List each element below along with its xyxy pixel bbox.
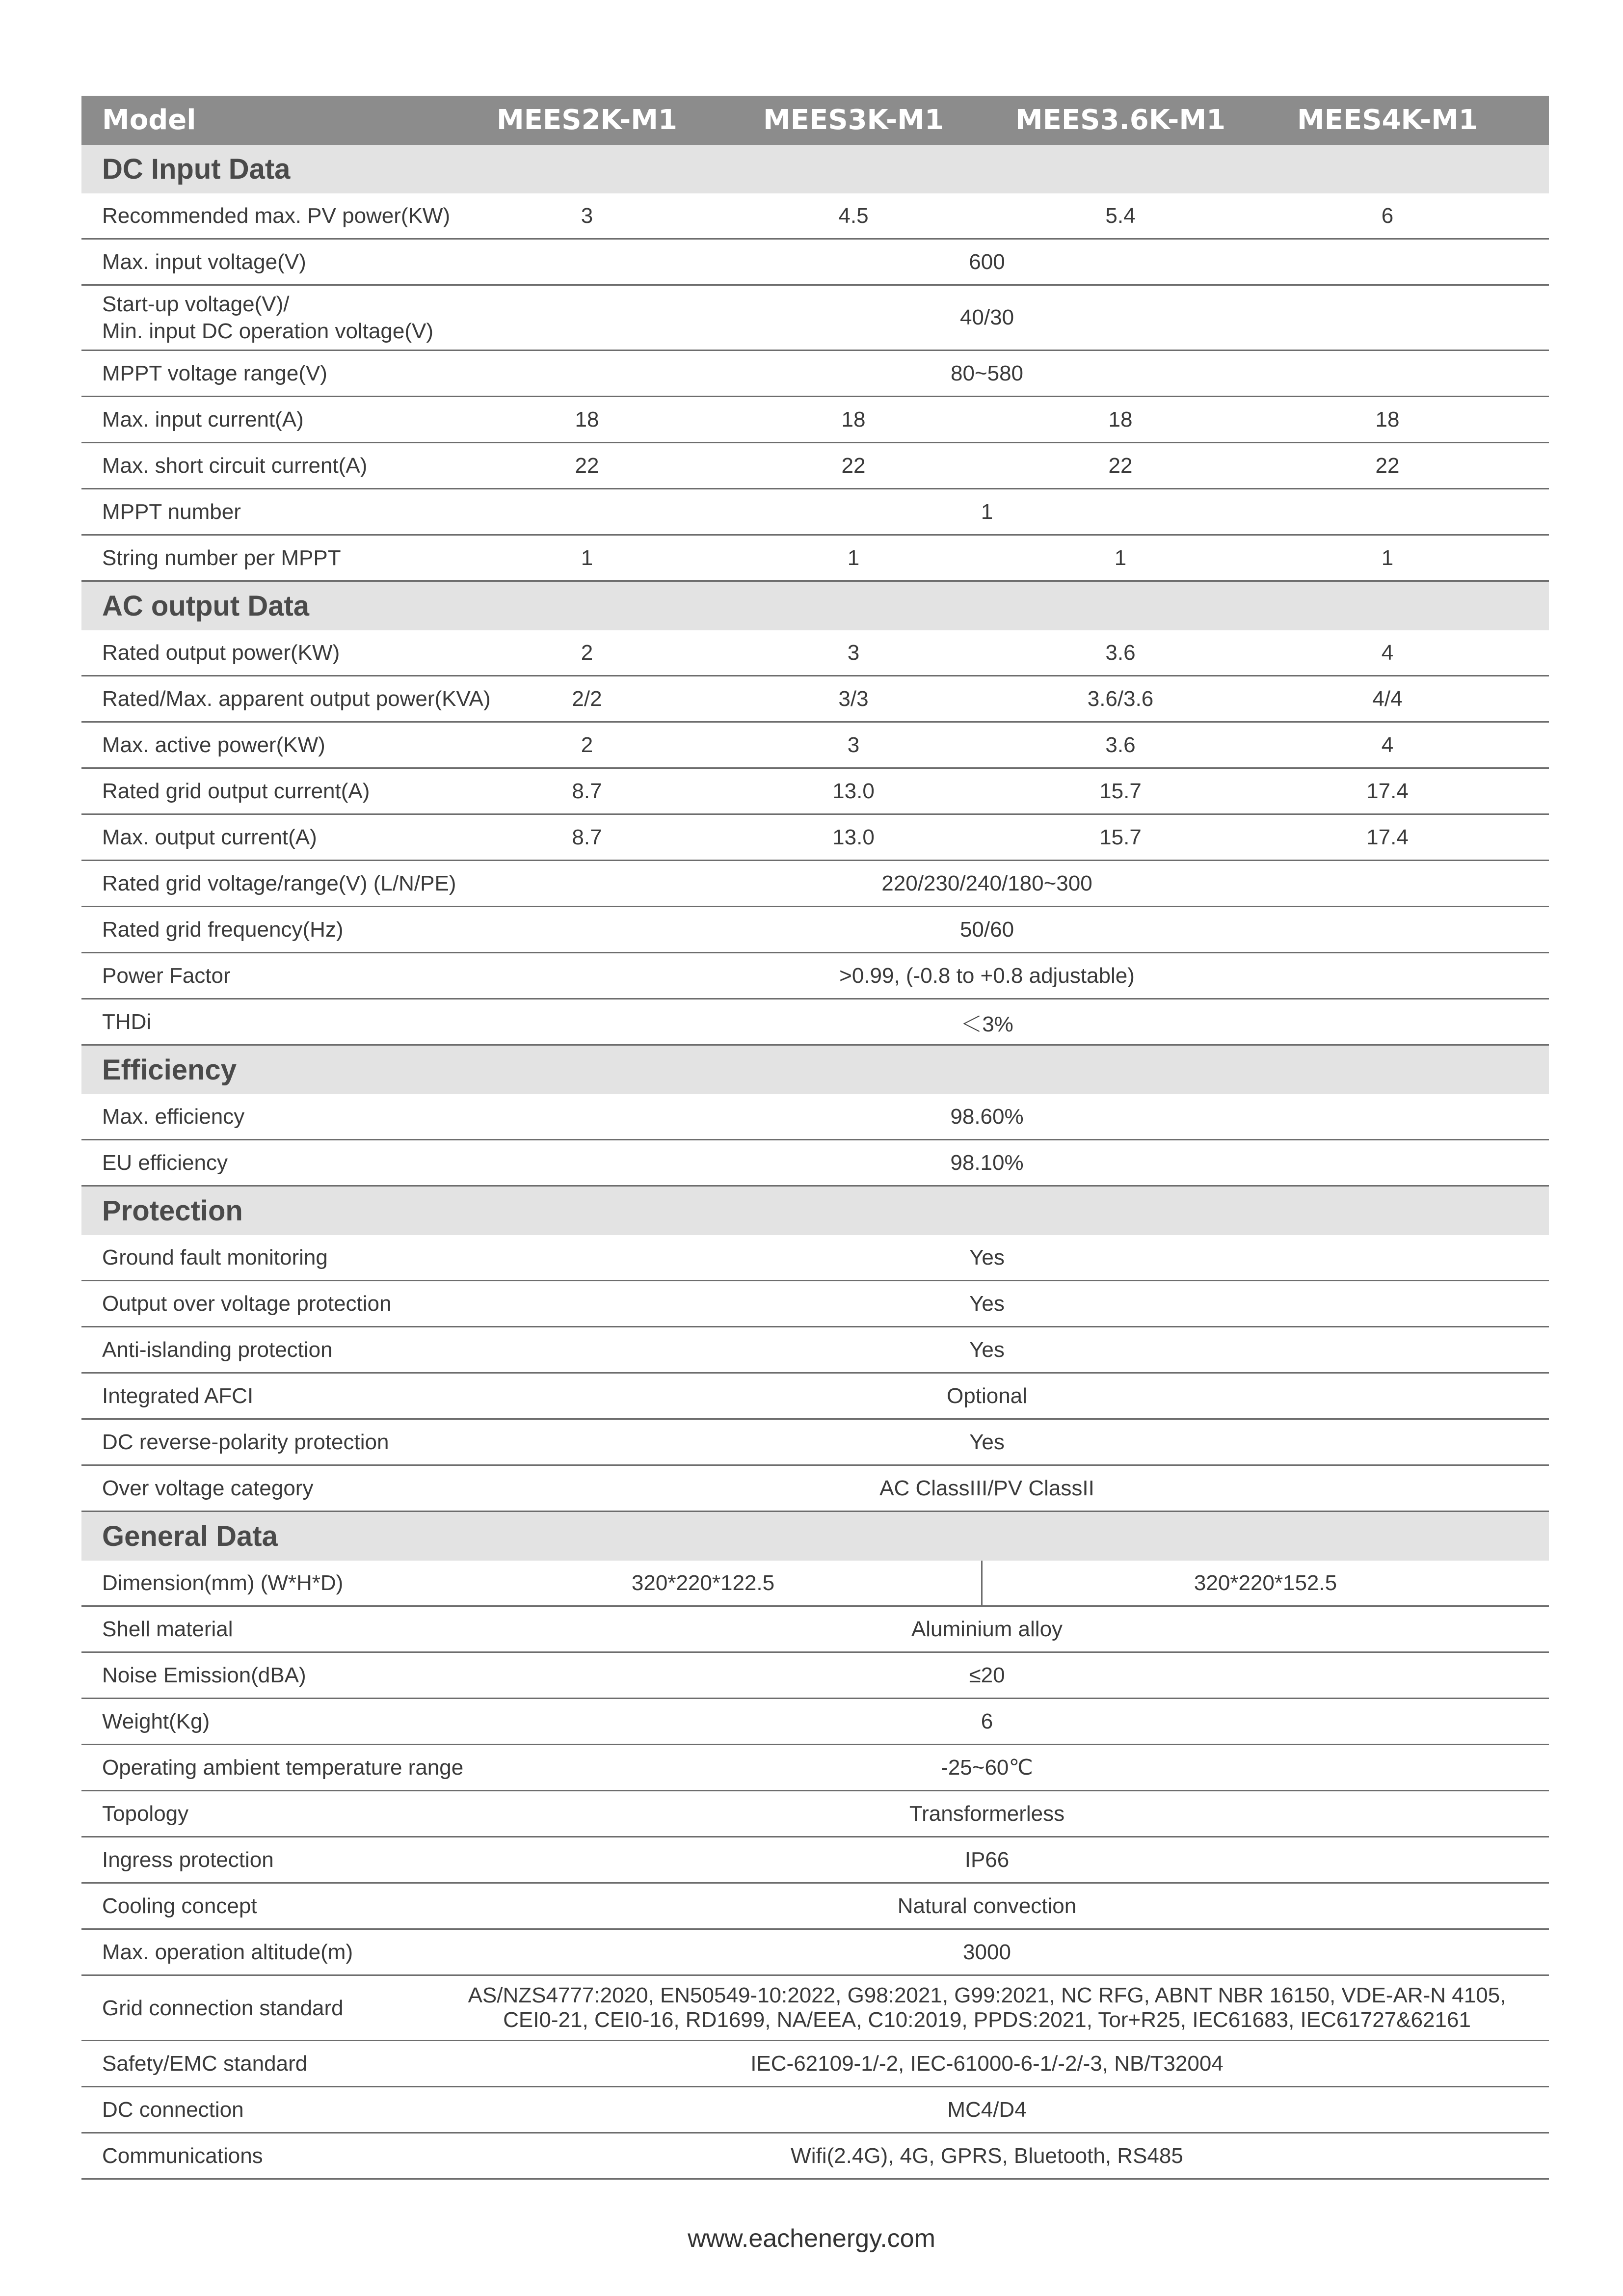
cell-value: Optional [947,1383,1027,1408]
row-label: Rated grid frequency(Hz) [102,918,344,942]
cell-value: AC ClassIII/PV ClassII [879,1476,1094,1500]
cell-value: 22 [1108,453,1133,478]
table-row [81,999,1549,1046]
table-row [81,723,1549,769]
model-name-4k: MEES4K-M1 [1297,104,1478,136]
table-row [81,861,1549,907]
cell-value: 1 [981,499,993,524]
row-label: Rated output power(KW) [102,641,340,665]
row-label: Communications [102,2144,263,2168]
table-row [81,815,1549,861]
cell-value: 18 [575,407,599,432]
row-label [102,286,433,350]
row-label: DC connection [102,2098,244,2122]
cell-value: Aluminium alloy [911,1617,1063,1641]
table-row [81,1653,1549,1699]
table-row [81,351,1549,397]
cell-value: 13.0 [832,779,875,803]
row-label: EU efficiency [102,1151,228,1175]
cell-value: ≤20 [969,1663,1005,1687]
cell-value: 320*220*152.5 [1194,1570,1337,1595]
row-label: Cooling concept [102,1894,257,1918]
table-row [81,193,1549,240]
table-row [81,1745,1549,1791]
cell-value: MC4/D4 [947,2097,1027,2122]
table-row [81,1837,1549,1884]
table-row [81,489,1549,536]
row-label: Ingress protection [102,1848,274,1872]
cell-value: 1 [1114,545,1127,570]
row-label: Recommended max. PV power(KW) [102,204,451,228]
section-title: DC Input Data [102,153,291,185]
row-label: Max. short circuit current(A) [102,454,368,478]
table-row [81,2087,1549,2134]
cell-value: 50/60 [959,917,1014,942]
row-label: Safety/EMC standard [102,2052,308,2076]
table-row [81,2041,1549,2087]
cell-value: 3.6 [1105,640,1136,665]
cell-value: 18 [1108,407,1133,432]
cell-value: 17.4 [1366,779,1409,803]
cell-value: 22 [575,453,599,478]
cell-value: IP66 [964,1847,1010,1872]
row-label: Grid connection standard [102,1996,344,2020]
table-row [81,1976,1549,2041]
row-label: Operating ambient temperature range [102,1756,464,1780]
cell-value: 13.0 [832,825,875,849]
cell-value: ＜3% [960,1012,1013,1036]
table-row [81,286,1549,351]
spec-table [81,96,1549,2180]
standards-line-1: AS/NZS4777:2020, EN50549-10:2022, G98:2021, G99:2021, NC RFG, ABNT NBR 16150, VDE-AR-N 4105, [468,1983,1506,2007]
cell-value: 1 [847,545,860,570]
row-label: Rated grid output current(A) [102,779,370,803]
row-label: Dimension(mm) (W*H*D) [102,1571,344,1595]
section-title: General Data [102,1520,278,1552]
row-label-line-1: Start-up voltage(V)/ [102,292,290,316]
cell-value: 1 [1381,545,1394,570]
table-row [81,1699,1549,1745]
cell-value: 18 [1375,407,1400,432]
cell-value: 17.4 [1366,825,1409,849]
cell-value: 15.7 [1099,779,1142,803]
cell-value: 5.4 [1105,203,1136,228]
table-row [81,536,1549,582]
cell-value: 600 [969,249,1005,274]
section-efficiency [81,1046,1549,1094]
table-row [81,1607,1549,1653]
cell-value: Yes [969,1245,1005,1270]
cell-value: 98.10% [950,1150,1024,1175]
cell-value: 3 [581,203,593,228]
row-label: String number per MPPT [102,546,341,570]
cell-value: Yes [969,1337,1005,1362]
row-label: THDi [102,1010,152,1034]
cell-value: 1 [581,545,593,570]
model-name-3-6k: MEES3.6K-M1 [1015,104,1226,136]
cell-value: 4/4 [1372,686,1403,711]
cell-value: 22 [841,453,866,478]
table-row [81,1791,1549,1837]
row-label: Topology [102,1802,189,1826]
section-protection [81,1187,1549,1235]
row-label: Max. active power(KW) [102,733,325,757]
table-row [81,1235,1549,1281]
row-label: Weight(Kg) [102,1709,210,1733]
cell-value: 220/230/240/180~300 [881,871,1092,895]
row-label: Noise Emission(dBA) [102,1663,306,1687]
cell-value: 3000 [963,1940,1011,1964]
row-label-line-2: Min. input DC operation voltage(V) [102,319,433,343]
row-label: Max. efficiency [102,1105,245,1129]
row-label: Max. input current(A) [102,407,304,432]
table-row [81,1094,1549,1140]
cell-value: 80~580 [950,361,1024,385]
cell-value: 40/30 [959,305,1014,329]
cell-value: 8.7 [572,779,602,803]
cell-value [425,1976,1549,2040]
row-label: MPPT number [102,500,241,524]
table-row [81,907,1549,953]
cell-value: 18 [841,407,866,432]
cell-value: 2 [581,732,593,757]
row-label: Max. operation altitude(m) [102,1940,353,1964]
section-ac-output [81,582,1549,630]
table-row [81,1420,1549,1466]
row-label: Over voltage category [102,1476,314,1500]
footer-website[interactable]: www.eachenergy.com [688,2224,935,2253]
section-general [81,1512,1549,1561]
cell-value: 98.60% [950,1104,1024,1129]
cell-value: 3 [847,732,860,757]
section-title: AC output Data [102,590,310,622]
cell-value: 3 [847,640,860,665]
cell-value: 8.7 [572,825,602,849]
row-label: Anti-islanding protection [102,1338,333,1362]
row-label: Ground fault monitoring [102,1245,328,1270]
table-row [81,630,1549,676]
row-label: Shell material [102,1617,233,1641]
table-row [81,1466,1549,1512]
model-column-label: Model [102,104,196,136]
cell-value: 6 [981,1709,993,1733]
table-row [81,1884,1549,1930]
table-header-row [81,96,1549,145]
cell-value: 4 [1381,640,1394,665]
section-title: Efficiency [102,1054,237,1086]
cell-value: 4.5 [838,203,869,228]
table-row [81,676,1549,723]
table-row [81,953,1549,999]
row-label: Integrated AFCI [102,1384,254,1408]
cell-value: 15.7 [1099,825,1142,849]
standards-line-2: CEI0-21, CEI0-16, RD1699, NA/EEA, C10:2019, PPDS:2021, Tor+R25, IEC61683, IEC61727&62161 [503,2008,1471,2032]
table-row [81,443,1549,489]
cell-value: 4 [1381,732,1394,757]
cell-value: 320*220*122.5 [631,1570,775,1595]
table-row [81,769,1549,815]
cell-value: Wifi(2.4G), 4G, GPRS, Bluetooth, RS485 [791,2143,1183,2168]
model-name-3k: MEES3K-M1 [763,104,944,136]
cell-value: -25~60℃ [941,1756,1033,1780]
cell-value: 3/3 [838,686,869,711]
cell-value: Transformerless [909,1801,1065,1826]
table-row [81,397,1549,443]
table-row [81,240,1549,286]
cell-value: Yes [969,1291,1005,1316]
cell-value: 2 [581,640,593,665]
table-row [81,2134,1549,2180]
row-label: MPPT voltage range(V) [102,361,327,385]
cell-value: Natural convection [897,1893,1077,1918]
cell-value: 2/2 [572,686,602,711]
cell-value: 6 [1381,203,1394,228]
cell-value: 3.6 [1105,732,1136,757]
row-label: Power Factor [102,964,231,988]
cell-value: 22 [1375,453,1400,478]
cell-value: >0.99, (-0.8 to +0.8 adjustable) [839,963,1135,988]
row-label: Output over voltage protection [102,1292,392,1316]
row-label: Max. input voltage(V) [102,250,306,274]
cell-value: Yes [969,1430,1005,1454]
table-row [81,1327,1549,1374]
section-dc-input [81,145,1549,193]
row-label: Max. output current(A) [102,825,317,849]
table-row [81,1281,1549,1327]
row-label: Rated/Max. apparent output power(KVA) [102,687,491,711]
table-row [81,1140,1549,1187]
cell-value: 3.6/3.6 [1087,686,1154,711]
section-title: Protection [102,1195,243,1227]
row-label: DC reverse-polarity protection [102,1430,389,1454]
model-name-2k: MEES2K-M1 [497,104,677,136]
row-label: Rated grid voltage/range(V) (L/N/PE) [102,871,456,895]
table-row [81,1374,1549,1420]
table-row [81,1930,1549,1976]
cell-value: IEC-62109-1/-2, IEC-61000-6-1/-2/-3, NB/T32004 [750,2051,1224,2076]
table-row [81,1561,1549,1607]
